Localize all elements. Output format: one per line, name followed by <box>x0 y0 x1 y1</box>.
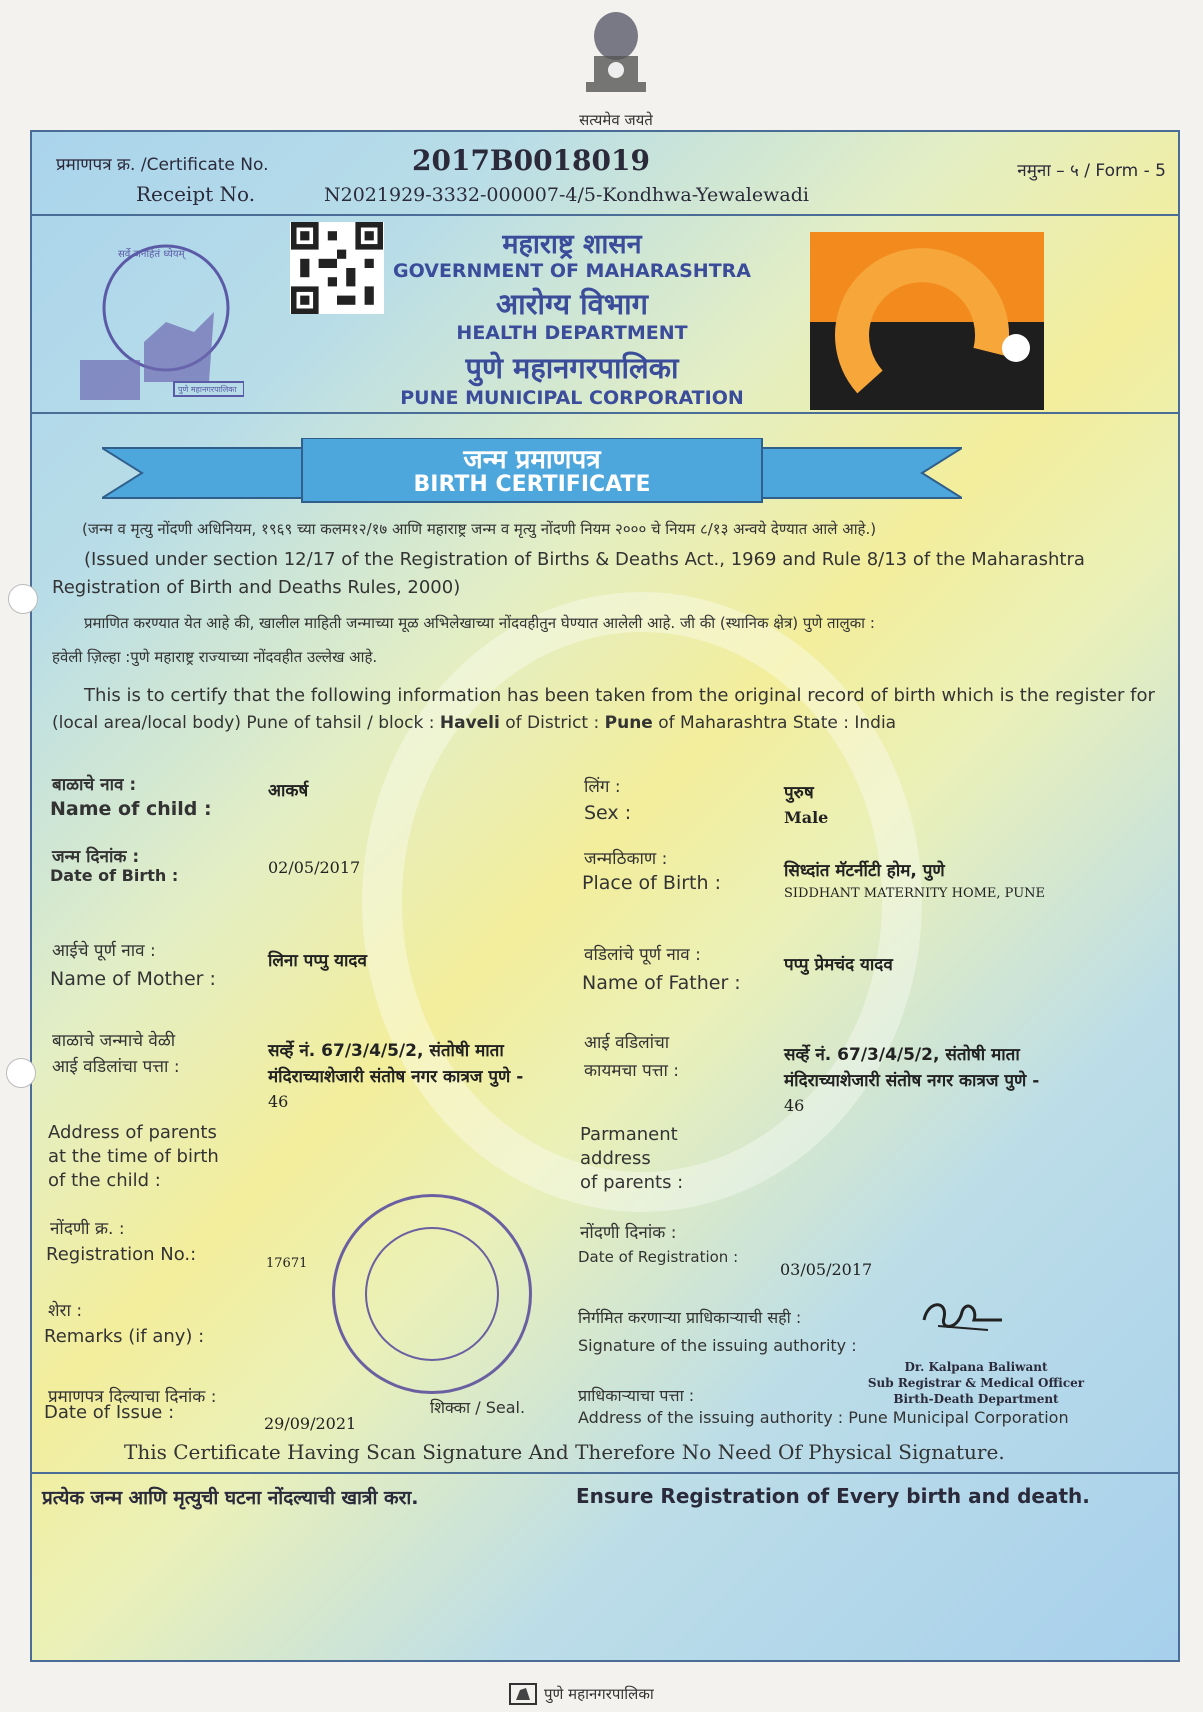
receipt-no: N2021929-3332-000007-4/5-Kondhwa-Yewalewadi <box>324 184 809 206</box>
addr-birth-value-2: मंदिराच्याशेजारी संतोष नगर कात्रज पुणे - <box>268 1067 524 1087</box>
addr-perm-label-mr-1: आई वडिलांचा <box>584 1033 670 1053</box>
auth-addr-label-mr: प्राधिकाऱ्याचा पत्ता : <box>578 1386 695 1405</box>
gov-corp-en: PUNE MUNICIPAL CORPORATION <box>400 387 744 409</box>
signatory-name: Dr. Kalpana Baliwant <box>904 1360 1048 1374</box>
dob-label-mr: जन्म दिनांक : <box>52 847 140 867</box>
title-mr: जन्म प्रमाणपत्र <box>463 445 601 475</box>
emblem-motto: सत्यमेव जयते <box>579 111 653 129</box>
district-value: Pune <box>604 713 653 733</box>
gov-corp-mr: पुणे महानगरपालिका <box>465 351 679 385</box>
divider <box>32 214 1178 216</box>
auth-addr-label-en: Address of the issuing authority : Pune Municipal Corporation <box>578 1408 1069 1427</box>
reg-no-value: 17671 <box>266 1256 308 1271</box>
signatory-title-1: Sub Registrar & Medical Officer <box>867 1376 1085 1390</box>
footer-note: This Certificate Having Scan Signature And Therefore No Need Of Physical Signature. <box>124 1440 1005 1464</box>
divider <box>32 412 1178 414</box>
gov-state-en: GOVERNMENT OF MAHARASHTRA <box>393 260 751 282</box>
pob-value-mr: सिध्दांत मॅटर्नीटी होम, पुणे <box>784 861 945 881</box>
dob-value: 02/05/2017 <box>268 858 361 877</box>
receipt-no-label: Receipt No. <box>136 182 256 206</box>
pmc-mini-logo-icon <box>508 1682 538 1706</box>
reg-no-label-en: Registration No.: <box>46 1244 197 1265</box>
intro-cert-en-1: This is to certify that the following information has been taken from the original record of birth which is the register for <box>84 685 1155 706</box>
pob-value-en: SIDDHANT MATERNITY HOME, PUNE <box>784 886 1046 901</box>
reg-date-label-mr: नोंदणी दिनांक : <box>580 1223 677 1243</box>
intro-act-en-1: (Issued under section 12/17 of the Registration of Births & Deaths Act., 1969 and Rule 8/13 of the Maharashtra <box>84 549 1085 570</box>
addr-perm-label-en-2: address <box>580 1148 651 1169</box>
sex-label-en: Sex : <box>584 802 632 824</box>
child-name-value: आकर्ष <box>268 781 309 801</box>
gov-dept-en: HEALTH DEPARTMENT <box>456 322 688 344</box>
intro-cert-en-2a: (local area/local body) Pune of tahsil / block : <box>52 713 440 733</box>
footer-appeal-mr: प्रत्येक जन्म आणि मृत्युची घटना नोंदल्याची खात्री करा. <box>42 1487 419 1509</box>
signature-image <box>918 1290 1008 1340</box>
gov-dept-mr: आरोग्य विभाग <box>496 287 648 321</box>
father-label-en: Name of Father : <box>582 972 741 994</box>
qr-code-icon <box>290 222 384 314</box>
addr-birth-label-en-2: at the time of birth <box>48 1146 219 1167</box>
pob-label-mr: जन्मठिकाण : <box>584 849 668 869</box>
issue-label-en: Date of Issue : <box>44 1402 175 1423</box>
mother-label-en: Name of Mother : <box>50 968 216 990</box>
intro-cert-en-2 <box>52 710 896 737</box>
father-label-mr: वडिलांचे पूर्ण नाव : <box>584 945 701 965</box>
remarks-label-en: Remarks (if any) : <box>44 1326 205 1347</box>
pmc-seal <box>74 232 244 402</box>
footer-appeal-en: Ensure Registration of Every birth and death. <box>576 1484 1090 1508</box>
certificate-no: 2017B0018019 <box>412 144 650 177</box>
official-stamp <box>332 1194 532 1394</box>
addr-perm-label-en-1: Parmanent <box>580 1124 678 1145</box>
father-value: पप्पु प्रेमचंद यादव <box>784 955 893 975</box>
pmc-seal-motto: सर्वे जनहितं ध्येयम् <box>118 249 185 260</box>
intro-cert-mr-1: प्रमाणित करण्यात येत आहे की, खालील माहिती जन्माच्या मूळ अभिलेखाच्या नोंदवहीतुन घेण्यात आलेली आहे. जी की (स्थानिक क्षेत्र) पुणे तालुका : <box>84 614 875 632</box>
addr-birth-label-en-3: of the child : <box>48 1170 161 1191</box>
sign-label-en: Signature of the issuing authority : <box>578 1336 857 1355</box>
pmc-seal-caption: पुणे महानगरपालिका <box>178 385 237 394</box>
remarks-label-mr: शेरा : <box>48 1301 83 1321</box>
addr-perm-label-mr-2: कायमचा पत्ता : <box>584 1061 680 1081</box>
intro-act-en-2: Registration of Birth and Deaths Rules, 2000) <box>52 577 461 598</box>
addr-perm-value-3: 46 <box>784 1096 805 1115</box>
intro-cert-en-2e: of Maharashtra State : India <box>652 713 897 733</box>
ashoka-emblem-icon <box>576 6 656 106</box>
signatory-title-2: Birth-Death Department <box>893 1392 1059 1406</box>
sex-value-en: Male <box>784 808 829 827</box>
gov-state-mr: महाराष्ट्र शासन <box>502 229 642 260</box>
pob-label-en: Place of Birth : <box>582 872 721 894</box>
addr-birth-value-1: सर्व्हे नं. 67/3/4/5/2, संतोषी माता <box>268 1041 504 1061</box>
child-name-label-mr: बाळाचे नाव : <box>52 775 137 795</box>
pmc-mini-logo <box>508 1682 538 1706</box>
punch-hole <box>8 584 38 614</box>
bottom-corp-name: पुणे महानगरपालिका <box>544 1685 654 1703</box>
punch-hole <box>6 1058 36 1088</box>
certificate-frame <box>30 130 1180 1662</box>
addr-birth-label-mr-2: आई वडिलांचा पत्ता : <box>52 1057 180 1077</box>
form-label: नमुना – ५ / Form - 5 <box>1017 161 1166 181</box>
sex-value-mr: पुरुष <box>784 783 814 803</box>
mother-label-mr: आईचे पूर्ण नाव : <box>52 941 156 961</box>
health-dept-logo <box>810 232 1044 410</box>
stamp-inner-ring <box>365 1227 499 1361</box>
addr-perm-value-2: मंदिराच्याशेजारी संतोष नगर कात्रज पुणे - <box>784 1071 1040 1091</box>
intro-act-mr: (जन्म व मृत्यु नोंदणी अधिनियम, १९६९ च्या कलम१२/१७ आणि महाराष्ट्र जन्म व मृत्यु नोंदणी नियम २००० चे नियम ८/१३ अन्वये देण्यात आले आहे.) <box>82 520 877 538</box>
child-name-label-en: Name of child : <box>50 798 212 820</box>
addr-birth-value-3: 46 <box>268 1092 289 1111</box>
intro-cert-mr-2: हवेली ज़िल्हा :पुणे महाराष्ट्र राज्याच्या नोंदवहीत उल्लेख आहे. <box>52 648 378 666</box>
sex-label-mr: लिंग : <box>584 777 621 797</box>
qr-code <box>290 222 384 314</box>
state-emblem <box>576 6 656 129</box>
addr-birth-label-en-1: Address of parents <box>48 1122 217 1143</box>
issue-value: 29/09/2021 <box>264 1414 357 1433</box>
addr-perm-value-1: सर्व्हे नं. 67/3/4/5/2, संतोषी माता <box>784 1045 1020 1065</box>
issue-label-mr: प्रमाणपत्र दिल्याचा दिनांक : <box>48 1387 217 1407</box>
health-logo-icon <box>810 232 1044 410</box>
seal-label: शिक्का / Seal. <box>430 1398 526 1417</box>
sign-label-mr: निर्गमित करणाऱ्या प्राधिकाऱ्याची सही : <box>578 1308 802 1327</box>
reg-date-label-en: Date of Registration : <box>578 1248 739 1266</box>
reg-no-label-mr: नोंदणी क्र. : <box>50 1219 125 1239</box>
divider <box>32 1472 1178 1474</box>
signature-icon <box>918 1290 1008 1340</box>
certificate-no-label: प्रमाणपत्र क्र. /Certificate No. <box>56 155 269 175</box>
intro-cert-en-2c: of District : <box>499 713 605 733</box>
title-ribbon <box>102 438 962 508</box>
title-en: BIRTH CERTIFICATE <box>413 472 651 497</box>
reg-date-value: 03/05/2017 <box>780 1260 873 1279</box>
addr-birth-label-mr-1: बाळाचे जन्माचे वेळी <box>52 1031 176 1051</box>
mother-value: लिना पप्पु यादव <box>268 951 367 971</box>
tahsil-value: Haveli <box>439 713 500 733</box>
addr-perm-label-en-3: of parents : <box>580 1172 684 1193</box>
dob-label-en: Date of Birth : <box>50 866 179 885</box>
